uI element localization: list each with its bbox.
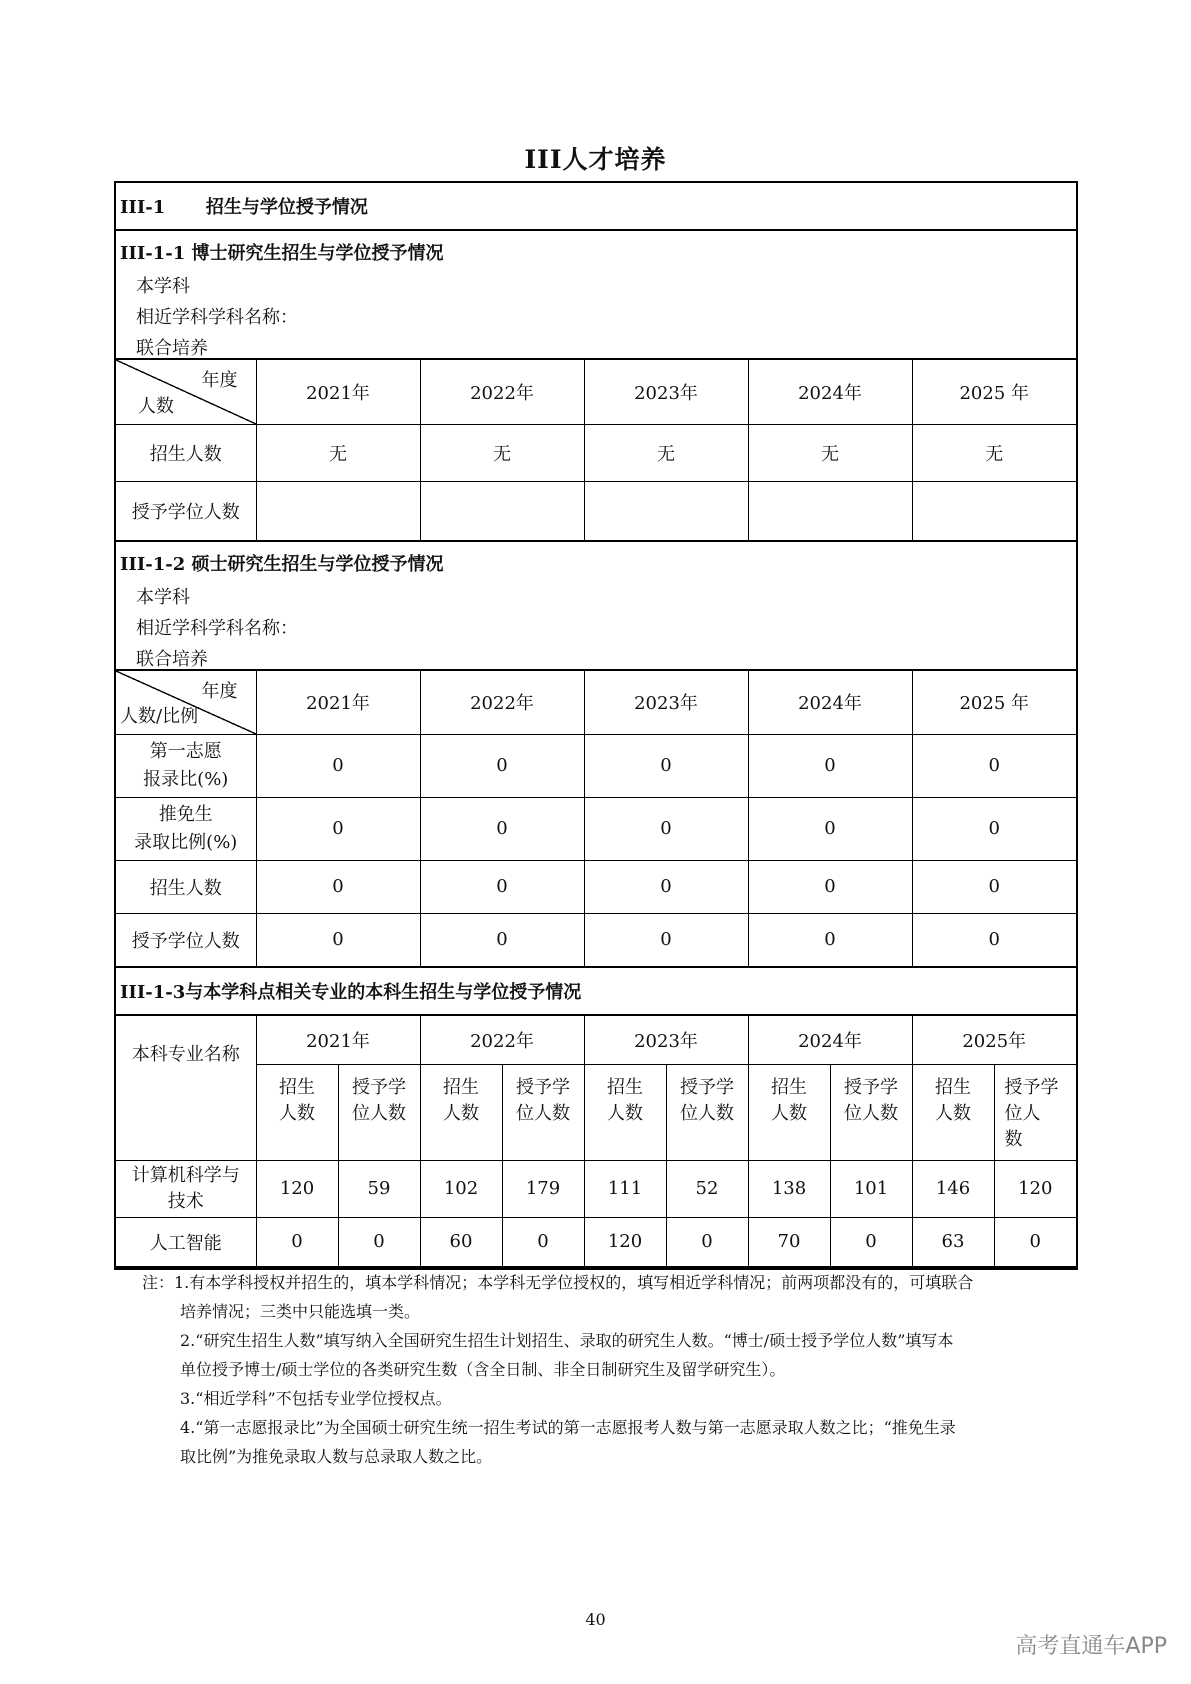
table-cell: 0 — [584, 860, 748, 913]
table-cell: 60 — [420, 1217, 502, 1267]
table-cell: 0 — [420, 913, 584, 967]
table-cell — [748, 481, 912, 541]
table-cell — [420, 481, 584, 541]
table-cell: 无 — [256, 424, 420, 481]
watermark: 高考直通车APP — [1015, 1634, 1167, 1659]
table-cell: 59 — [338, 1160, 420, 1217]
table-cell: 0 — [256, 797, 420, 860]
section-title: 招生与学位授予情况 — [205, 197, 368, 218]
master-line-joint: 联合培养 — [136, 649, 208, 670]
major-name-header — [116, 1016, 256, 1160]
note-line: 4.“第一志愿报录比”为全国硕士研究生统一招生考试的第一志愿报考人数与第一志愿录取人数之比；“推免生录 — [180, 1418, 956, 1437]
major-name-line: 技术 — [167, 1190, 204, 1212]
table-cell: 0 — [830, 1217, 912, 1267]
table-cell: 101 — [830, 1160, 912, 1217]
table-cell: 0 — [502, 1217, 584, 1267]
major-name — [116, 1160, 256, 1217]
table-cell: 0 — [666, 1217, 748, 1267]
note-line: 培养情况；三类中只能选填一类。 — [180, 1302, 421, 1321]
table-cell: 179 — [502, 1160, 584, 1217]
table-cell: 无 — [420, 424, 584, 481]
diag-bottom-label: 人数/比例 — [120, 705, 199, 727]
undergrad-year-row — [116, 1016, 1076, 1064]
table-cell: 0 — [256, 1217, 338, 1267]
note-line: 取比例”为推免录取人数与总录取人数之比。 — [180, 1447, 493, 1466]
sub-header-enroll — [584, 1064, 666, 1160]
row-label: 授予学位人数 — [116, 913, 256, 967]
table-cell: 146 — [912, 1160, 994, 1217]
table-cell: 0 — [256, 913, 420, 967]
sub-header-degree — [338, 1064, 420, 1160]
sub-header-line: 位人数 — [516, 1102, 570, 1124]
year-header: 2023年 — [584, 360, 748, 424]
sub-header-enroll — [748, 1064, 830, 1160]
row-label-line: 报录比(%) — [143, 768, 229, 790]
undergrad-heading: III-1-3与本学科点相关专业的本科生招生与学位授予情况 — [120, 982, 582, 1003]
table-row — [116, 734, 1076, 797]
table-cell — [912, 481, 1076, 541]
year-header: 2025 年 — [912, 360, 1076, 424]
phd-info-block — [116, 231, 1076, 360]
sub-header-line: 授予学 — [680, 1076, 734, 1098]
table-cell: 63 — [912, 1217, 994, 1267]
table-cell: 120 — [256, 1160, 338, 1217]
table-cell: 无 — [912, 424, 1076, 481]
major-name-line: 计算机科学与 — [131, 1164, 240, 1186]
sub-header-enroll — [256, 1064, 338, 1160]
table-cell: 0 — [256, 860, 420, 913]
sub-header-enroll — [912, 1064, 994, 1160]
year-header: 2023年 — [584, 671, 748, 734]
note-line: 单位授予博士/硕士学位的各类研究生数（含全日制、非全日制研究生及留学研究生）。 — [180, 1360, 786, 1379]
sub-header-line: 授予学 — [1004, 1076, 1059, 1098]
year-header: 2021年 — [256, 1016, 420, 1064]
table-cell: 无 — [584, 424, 748, 481]
master-heading: III-1-2 硕士研究生招生与学位授予情况 — [120, 554, 444, 575]
master-table — [116, 671, 1076, 968]
major-name-header-text: 本科专业名称 — [131, 1044, 240, 1065]
table-row — [116, 860, 1076, 913]
table-cell: 0 — [748, 797, 912, 860]
sub-header-enroll — [420, 1064, 502, 1160]
diag-top-label: 年度 — [201, 681, 238, 702]
phd-line-joint: 联合培养 — [136, 338, 208, 359]
year-header: 2025 年 — [912, 671, 1076, 734]
table-cell: 0 — [420, 734, 584, 797]
table-cell: 102 — [420, 1160, 502, 1217]
sub-header-line: 数 — [1004, 1128, 1023, 1150]
table-cell: 0 — [912, 734, 1076, 797]
table-cell: 无 — [748, 424, 912, 481]
year-header: 2022年 — [420, 1016, 584, 1064]
table-row — [116, 424, 1076, 481]
master-header-row — [116, 671, 1076, 734]
sub-header-line: 授予学 — [516, 1076, 570, 1098]
year-header: 2021年 — [256, 671, 420, 734]
page-title: III人才培养 — [524, 145, 667, 174]
table-cell: 0 — [584, 913, 748, 967]
sub-header-line: 授予学 — [352, 1076, 406, 1098]
table-cell: 0 — [912, 860, 1076, 913]
row-label: 授予学位人数 — [116, 481, 256, 541]
table-cell — [256, 481, 420, 541]
master-line-own: 本学科 — [136, 587, 190, 608]
diag-top-label: 年度 — [201, 370, 238, 391]
table-cell: 138 — [748, 1160, 830, 1217]
sub-header-line: 人数 — [607, 1102, 643, 1124]
year-header: 2024年 — [748, 671, 912, 734]
phd-header-row — [116, 360, 1076, 424]
row-label: 招生人数 — [116, 424, 256, 481]
phd-line-related: 相近学科学科名称： — [136, 307, 298, 328]
table-cell: 52 — [666, 1160, 748, 1217]
phd-line-own: 本学科 — [136, 276, 190, 297]
sub-header-line: 招生 — [443, 1076, 479, 1098]
sub-header-degree — [830, 1064, 912, 1160]
undergrad-heading-row — [116, 968, 1076, 1016]
table-cell: 0 — [748, 860, 912, 913]
master-info-block — [116, 542, 1076, 671]
notes — [142, 1268, 1082, 1471]
sub-header-line: 人数 — [279, 1102, 315, 1124]
sub-header-line: 人数 — [771, 1102, 807, 1124]
sub-header-degree — [666, 1064, 748, 1160]
note-line: 3.“相近学科”不包括专业学位授权点。 — [180, 1389, 452, 1408]
table-row — [116, 1217, 1076, 1267]
sub-header-degree — [994, 1064, 1076, 1160]
sub-header-line: 人数 — [443, 1102, 479, 1124]
sub-header-line: 招生 — [607, 1076, 643, 1098]
table-row — [116, 797, 1076, 860]
table-cell: 0 — [338, 1217, 420, 1267]
section-code: III-1 — [120, 197, 166, 218]
row-label-line: 第一志愿 — [149, 740, 222, 762]
undergrad-sub-row — [116, 1064, 1076, 1160]
sub-header-line: 招生 — [771, 1076, 807, 1098]
year-header: 2023年 — [584, 1016, 748, 1064]
section-header — [116, 183, 1076, 231]
table-cell: 111 — [584, 1160, 666, 1217]
note-line: 2.“研究生招生人数”填写纳入全国研究生招生计划招生、录取的研究生人数。“博士/硕士授予学位人数”填写本 — [180, 1331, 954, 1350]
row-label-line: 推免生 — [158, 803, 213, 825]
phd-heading: III-1-1 博士研究生招生与学位授予情况 — [120, 243, 444, 264]
table-cell: 0 — [584, 734, 748, 797]
year-header: 2021年 — [256, 360, 420, 424]
sub-header-line: 招生 — [279, 1076, 315, 1098]
diagonal-header-cell — [116, 671, 256, 734]
talent-training-form — [114, 181, 1078, 1270]
diag-bottom-label: 人数 — [138, 395, 174, 417]
sub-header-line: 位人数 — [844, 1102, 898, 1124]
table-cell: 0 — [994, 1217, 1076, 1267]
table-cell: 0 — [420, 860, 584, 913]
table-cell: 70 — [748, 1217, 830, 1267]
table-row — [116, 913, 1076, 967]
table-cell: 0 — [912, 797, 1076, 860]
row-label-line: 录取比例(%) — [134, 831, 238, 853]
phd-table — [116, 360, 1076, 542]
note-line: 注：1.有本学科授权并招生的，填本学科情况；本学科无学位授权的，填写相近学科情况；前两项都没有的，可填联合 — [142, 1273, 974, 1292]
page-number: 40 — [585, 1610, 606, 1629]
table-row — [116, 481, 1076, 541]
table-cell: 0 — [256, 734, 420, 797]
diagonal-header-cell — [116, 360, 256, 424]
table-cell: 0 — [748, 913, 912, 967]
master-line-related: 相近学科学科名称： — [136, 618, 298, 639]
table-cell: 0 — [912, 913, 1076, 967]
undergrad-table — [116, 1016, 1076, 1268]
row-label — [116, 797, 256, 860]
year-header: 2025年 — [912, 1016, 1076, 1064]
sub-header-line: 授予学 — [844, 1076, 898, 1098]
table-cell: 120 — [994, 1160, 1076, 1217]
year-header: 2022年 — [420, 671, 584, 734]
major-name: 人工智能 — [116, 1217, 256, 1267]
row-label — [116, 734, 256, 797]
sub-header-line: 人数 — [935, 1102, 971, 1124]
sub-header-line: 位人 — [1004, 1102, 1041, 1124]
year-header: 2024年 — [748, 360, 912, 424]
year-header: 2024年 — [748, 1016, 912, 1064]
sub-header-degree — [502, 1064, 584, 1160]
table-cell: 0 — [748, 734, 912, 797]
sub-header-line: 位人数 — [352, 1102, 406, 1124]
table-cell: 0 — [420, 797, 584, 860]
table-row — [116, 1160, 1076, 1217]
table-cell: 120 — [584, 1217, 666, 1267]
year-header: 2022年 — [420, 360, 584, 424]
sub-header-line: 招生 — [935, 1076, 971, 1098]
table-cell: 0 — [584, 797, 748, 860]
sub-header-line: 位人数 — [680, 1102, 734, 1124]
row-label: 招生人数 — [116, 860, 256, 913]
table-cell — [584, 481, 748, 541]
